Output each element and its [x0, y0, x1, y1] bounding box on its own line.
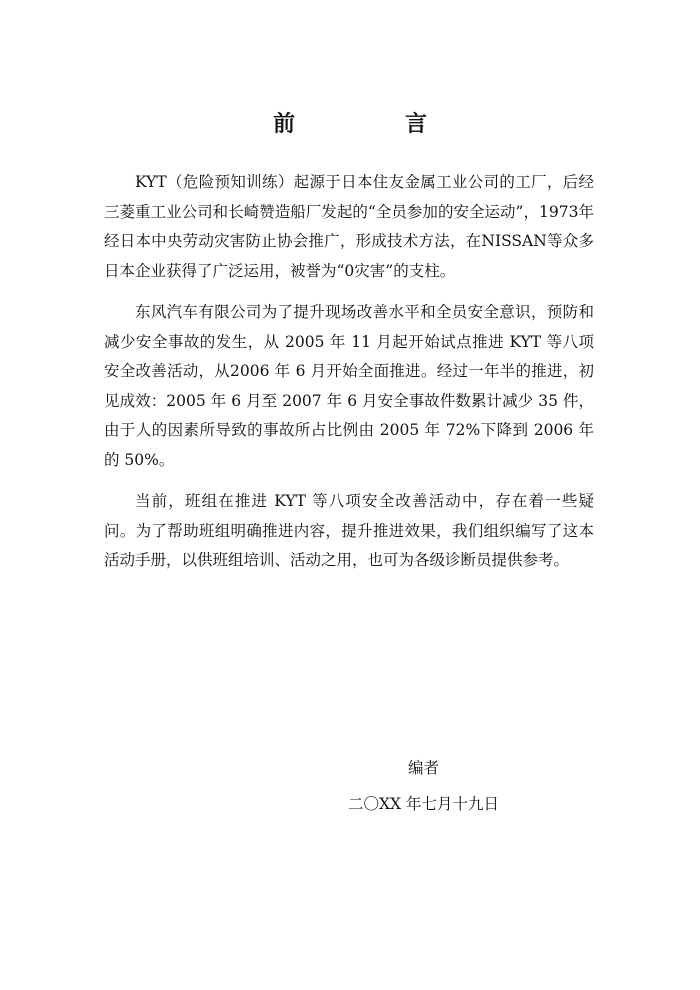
page-title: 前 言: [272, 112, 471, 137]
paragraph-purpose: 当前，班组在推进 KYT 等八项安全改善活动中，存在着一些疑问。为了帮助班组明确推进内容，提升推进效果，我们组织编写了这本活动手册，以供班组培训、活动之用，也可为各级诊断员提供参考。: [104, 492, 594, 569]
signature-date: 二〇XX 年七月十九日: [348, 795, 499, 813]
author-signature: 编者: [408, 759, 440, 777]
preface-body: [104, 168, 594, 588]
paragraph-origin: KYT（危险预知训练）起源于日本住友金属工业公司的工厂，后经三菱重工业公司和长崎赞造船厂发起的“全员参加的安全运动”，1973年经日本中央劳动灾害防止协会推广，形成技术方法，在NISSAN等众多日本企业获得了广泛运用，被誉为“0灾害”的支柱。: [104, 173, 594, 280]
paragraph-company-progress: 东风汽车有限公司为了提升现场改善水平和全员安全意识，预防和减少安全事故的发生，从 2005 年 11 月起开始试点推进 KYT 等八项安全改善活动，从2006 年 6 月开始全面推进。经过一年半的推进，初见成效：2005 年 6 月至 2007 年 6 月安全事故件数累计减少 35 件，由于人的因素所导致的事故所占比例由 2005 年 72%下降到 2006 年的 50%。: [104, 303, 594, 469]
